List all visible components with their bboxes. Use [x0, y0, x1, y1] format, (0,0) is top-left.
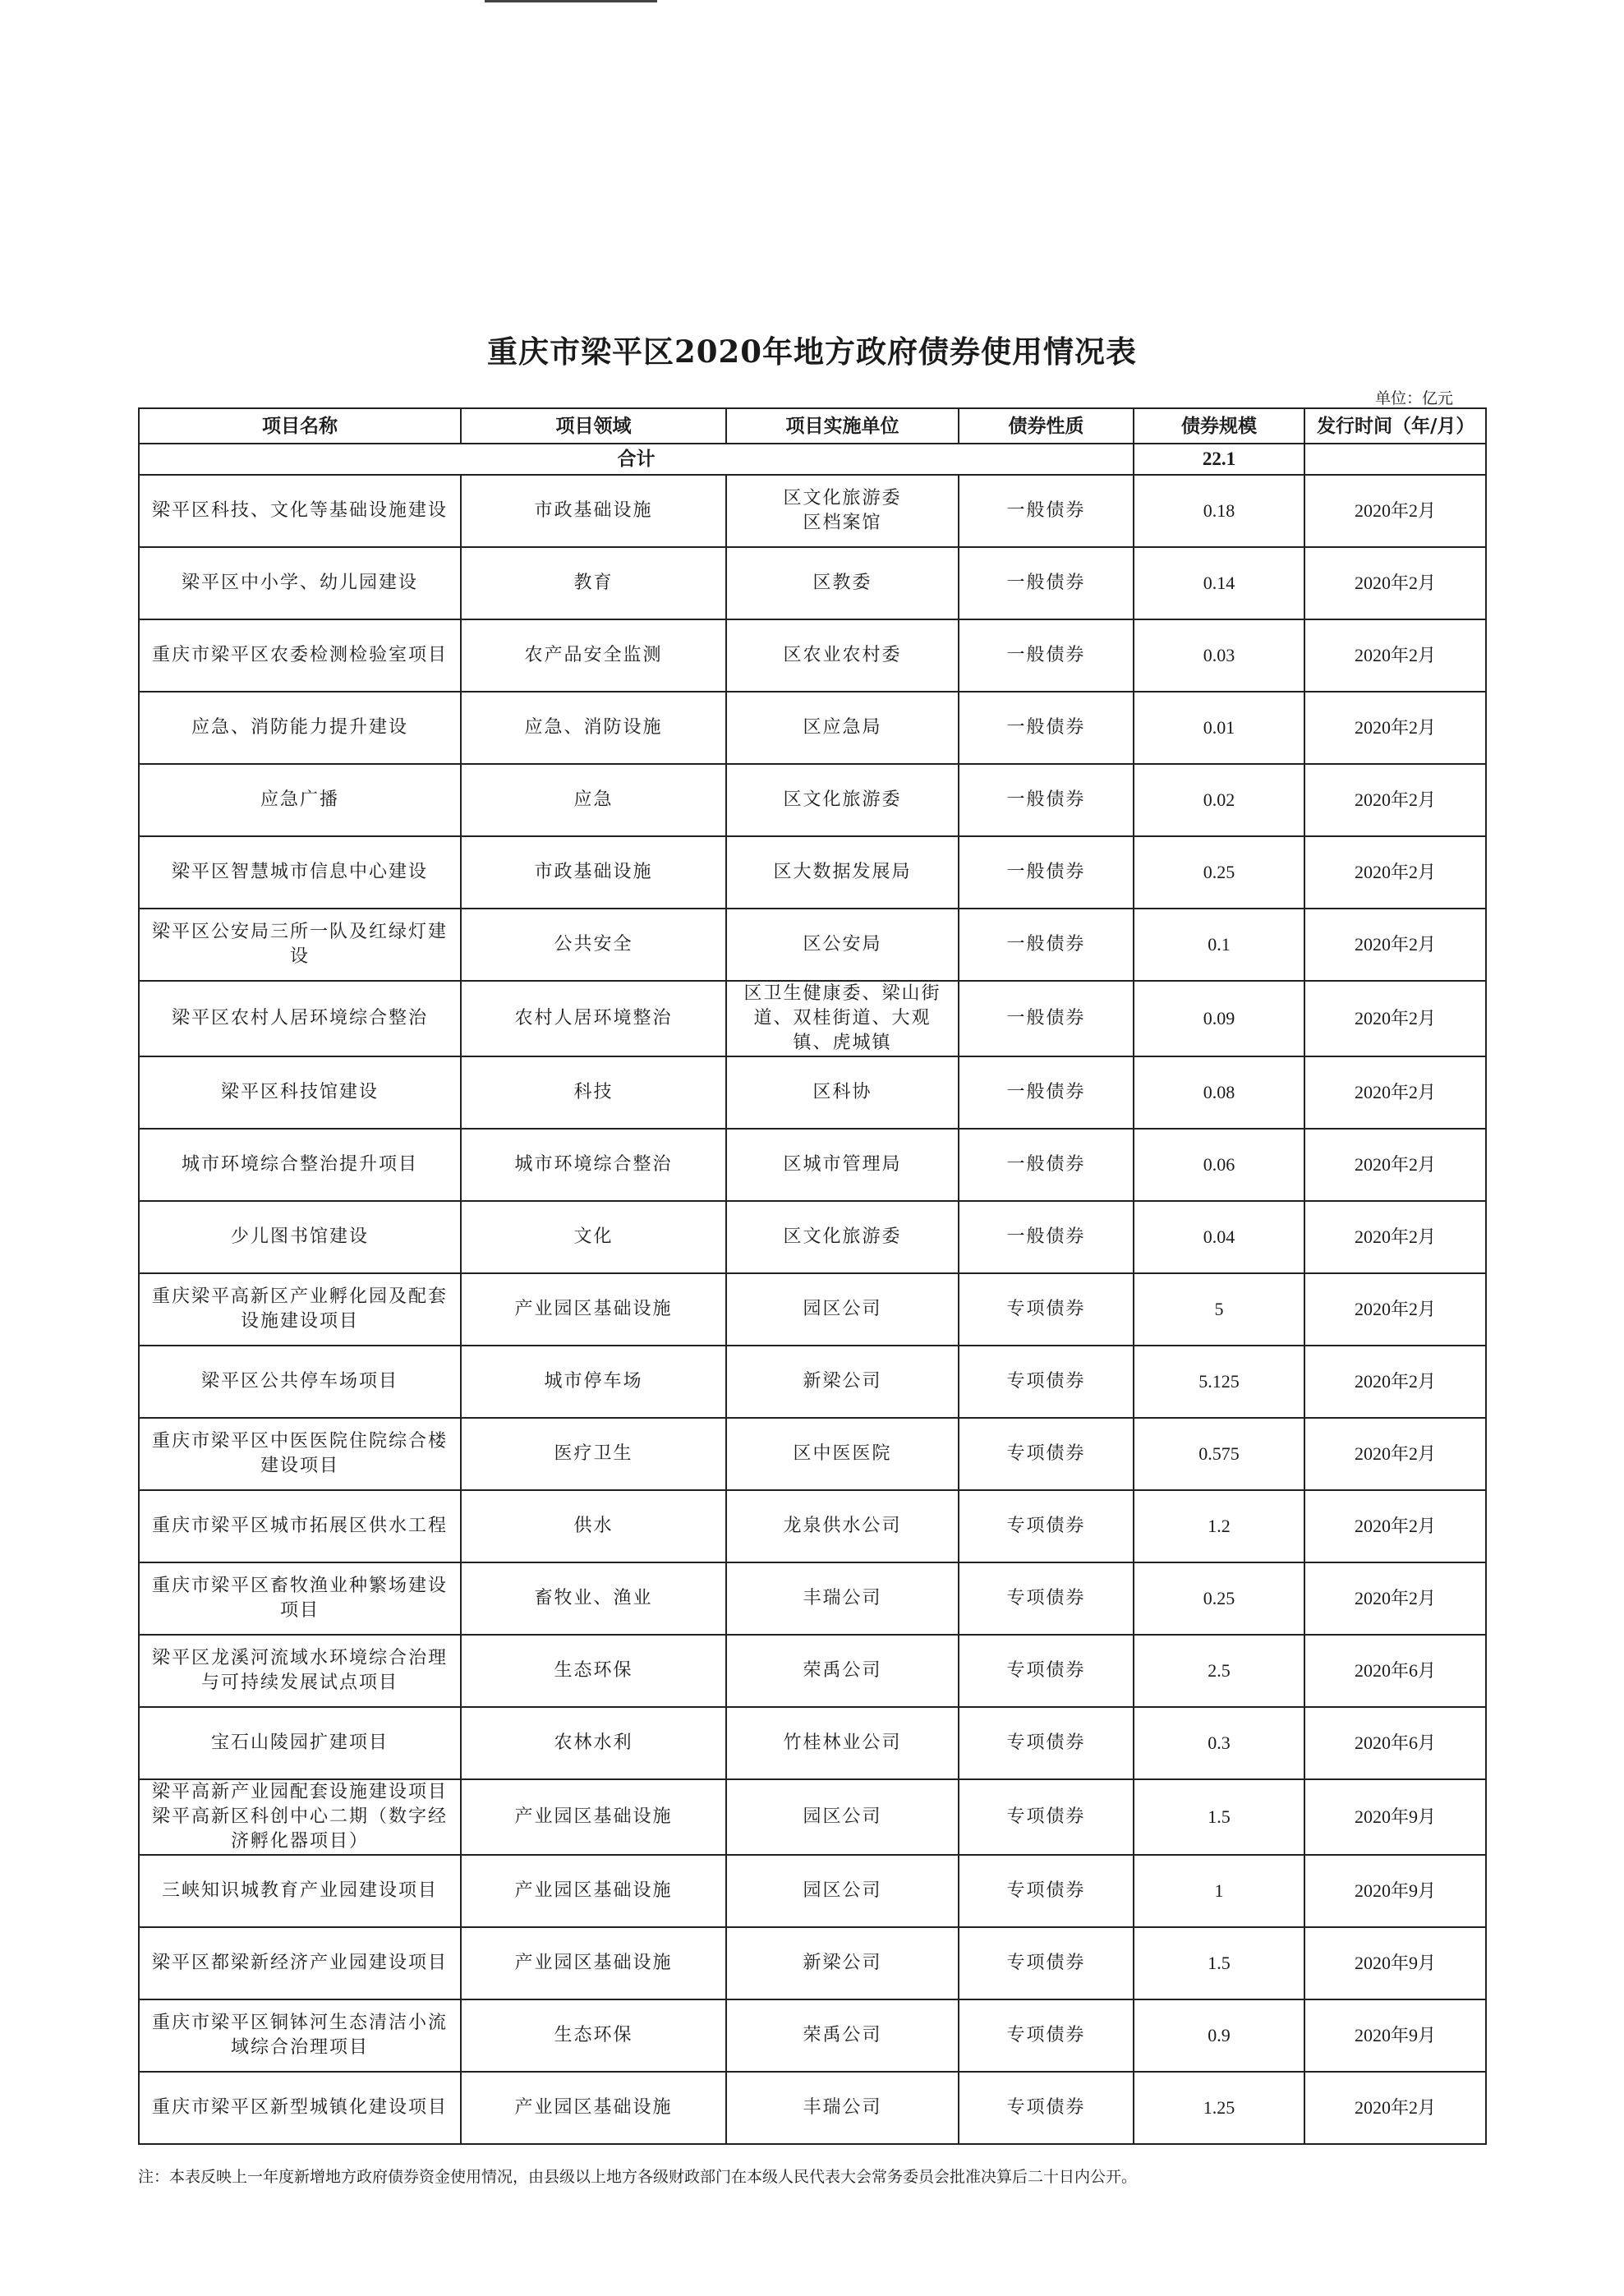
table-row — [139, 1201, 1486, 1273]
cell-project-name: 重庆梁平高新区产业孵化园及配套设施建设项目 — [139, 1273, 461, 1346]
cell-bond-scale: 0.03 — [1134, 619, 1304, 692]
cell-issue-time: 2020年9月 — [1304, 1855, 1486, 1927]
cell-bond-nature: 一般债券 — [959, 619, 1134, 692]
bond-usage-table — [138, 407, 1487, 2145]
cell-bond-nature: 一般债券 — [959, 1056, 1134, 1129]
cell-bond-nature: 专项债券 — [959, 1707, 1134, 1779]
cell-implementing-unit: 区文化旅游委 区档案馆 — [726, 475, 959, 547]
table-row — [139, 2072, 1486, 2144]
cell-bond-scale: 2.5 — [1134, 1635, 1304, 1707]
cell-implementing-unit: 区农业农村委 — [726, 619, 959, 692]
cell-implementing-unit: 荣禹公司 — [726, 1999, 959, 2072]
cell-project-field: 产业园区基础设施 — [461, 1855, 726, 1927]
cell-project-field: 生态环保 — [461, 1999, 726, 2072]
cell-implementing-unit: 竹桂林业公司 — [726, 1707, 959, 1779]
table-row — [139, 1635, 1486, 1707]
table-row — [139, 1273, 1486, 1346]
cell-implementing-unit: 新梁公司 — [726, 1927, 959, 1999]
cell-bond-nature: 专项债券 — [959, 1346, 1134, 1418]
cell-project-name: 应急广播 — [139, 764, 461, 836]
table-row — [139, 1855, 1486, 1927]
cell-issue-time: 2020年6月 — [1304, 1707, 1486, 1779]
cell-bond-nature: 一般债券 — [959, 909, 1134, 981]
cell-bond-scale: 5.125 — [1134, 1346, 1304, 1418]
cell-bond-nature: 一般债券 — [959, 547, 1134, 619]
cell-project-field: 医疗卫生 — [461, 1418, 726, 1490]
cell-implementing-unit: 园区公司 — [726, 1779, 959, 1855]
footnote: 注：本表反映上一年度新增地方政府债券资金使用情况，由县级以上地方各级财政部门在本级人民代表大会常务委员会批准决算后二十日内公开。 — [138, 2168, 1138, 2186]
cell-bond-nature: 专项债券 — [959, 1490, 1134, 1562]
cell-bond-nature: 专项债券 — [959, 2072, 1134, 2144]
table-row — [139, 547, 1486, 619]
cell-bond-nature: 一般债券 — [959, 836, 1134, 909]
cell-issue-time: 2020年2月 — [1304, 1129, 1486, 1201]
header-implementing-unit: 项目实施单位 — [726, 408, 959, 444]
cell-bond-scale: 0.25 — [1134, 1562, 1304, 1635]
table-row — [139, 475, 1486, 547]
cell-issue-time: 2020年2月 — [1304, 764, 1486, 836]
cell-implementing-unit: 荣禹公司 — [726, 1635, 959, 1707]
table-row — [139, 1779, 1486, 1855]
cell-project-name: 梁平区龙溪河流域水环境综合治理与可持续发展试点项目 — [139, 1635, 461, 1707]
table-row — [139, 1346, 1486, 1418]
cell-project-field: 农产品安全监测 — [461, 619, 726, 692]
cell-implementing-unit: 区科协 — [726, 1056, 959, 1129]
cell-project-name: 梁平高新产业园配套设施建设项目梁平高新区科创中心二期（数字经济孵化器项目） — [139, 1779, 461, 1855]
table-row — [139, 1927, 1486, 1999]
table-row — [139, 764, 1486, 836]
cell-issue-time: 2020年2月 — [1304, 1056, 1486, 1129]
cell-issue-time: 2020年2月 — [1304, 2072, 1486, 2144]
table-row — [139, 1999, 1486, 2072]
total-time-empty — [1304, 444, 1486, 475]
cell-bond-scale: 0.01 — [1134, 692, 1304, 764]
cell-issue-time: 2020年2月 — [1304, 1490, 1486, 1562]
cell-implementing-unit: 区文化旅游委 — [726, 764, 959, 836]
scan-edge-mark — [485, 0, 657, 2]
cell-issue-time: 2020年2月 — [1304, 1273, 1486, 1346]
cell-project-field: 应急 — [461, 764, 726, 836]
cell-project-name: 应急、消防能力提升建设 — [139, 692, 461, 764]
cell-project-field: 供水 — [461, 1490, 726, 1562]
table-row — [139, 619, 1486, 692]
table-row — [139, 1418, 1486, 1490]
cell-project-name: 重庆市梁平区铜钵河生态清洁小流域综合治理项目 — [139, 1999, 461, 2072]
cell-project-name: 梁平区科技、文化等基础设施建设 — [139, 475, 461, 547]
cell-issue-time: 2020年9月 — [1304, 1999, 1486, 2072]
cell-bond-scale: 0.06 — [1134, 1129, 1304, 1201]
cell-issue-time: 2020年2月 — [1304, 1346, 1486, 1418]
cell-issue-time: 2020年2月 — [1304, 909, 1486, 981]
cell-issue-time: 2020年2月 — [1304, 619, 1486, 692]
cell-bond-scale: 0.09 — [1134, 981, 1304, 1056]
cell-bond-scale: 1 — [1134, 1855, 1304, 1927]
cell-implementing-unit: 区教委 — [726, 547, 959, 619]
cell-project-field: 文化 — [461, 1201, 726, 1273]
table-row — [139, 981, 1486, 1056]
cell-bond-nature: 一般债券 — [959, 981, 1134, 1056]
cell-bond-scale: 0.18 — [1134, 475, 1304, 547]
cell-project-name: 宝石山陵园扩建项目 — [139, 1707, 461, 1779]
cell-bond-scale: 0.3 — [1134, 1707, 1304, 1779]
cell-implementing-unit: 区城市管理局 — [726, 1129, 959, 1201]
table-row — [139, 1562, 1486, 1635]
cell-implementing-unit: 区应急局 — [726, 692, 959, 764]
cell-implementing-unit: 区卫生健康委、梁山街道、双桂街道、大观镇、虎城镇 — [726, 981, 959, 1056]
cell-project-field: 畜牧业、渔业 — [461, 1562, 726, 1635]
cell-project-field: 产业园区基础设施 — [461, 2072, 726, 2144]
table-row — [139, 1707, 1486, 1779]
cell-project-field: 生态环保 — [461, 1635, 726, 1707]
table-row — [139, 909, 1486, 981]
cell-implementing-unit: 区大数据发展局 — [726, 836, 959, 909]
table-row — [139, 1129, 1486, 1201]
cell-bond-scale: 5 — [1134, 1273, 1304, 1346]
cell-implementing-unit: 丰瑞公司 — [726, 1562, 959, 1635]
cell-project-field: 科技 — [461, 1056, 726, 1129]
header-project-name: 项目名称 — [139, 408, 461, 444]
cell-project-name: 重庆市梁平区畜牧渔业种繁场建设项目 — [139, 1562, 461, 1635]
cell-bond-scale: 0.575 — [1134, 1418, 1304, 1490]
cell-project-field: 教育 — [461, 547, 726, 619]
table-row — [139, 1490, 1486, 1562]
cell-project-field: 应急、消防设施 — [461, 692, 726, 764]
cell-bond-nature: 一般债券 — [959, 475, 1134, 547]
total-scale: 22.1 — [1134, 444, 1304, 475]
cell-project-name: 重庆市梁平区城市拓展区供水工程 — [139, 1490, 461, 1562]
table-header-row — [139, 408, 1486, 444]
cell-bond-nature: 专项债券 — [959, 1418, 1134, 1490]
cell-project-field: 城市停车场 — [461, 1346, 726, 1418]
cell-project-field: 产业园区基础设施 — [461, 1273, 726, 1346]
header-issue-time: 发行时间（年/月） — [1304, 408, 1486, 444]
cell-implementing-unit: 园区公司 — [726, 1273, 959, 1346]
cell-project-name: 重庆市梁平区中医医院住院综合楼建设项目 — [139, 1418, 461, 1490]
cell-bond-scale: 1.2 — [1134, 1490, 1304, 1562]
cell-project-field: 城市环境综合整治 — [461, 1129, 726, 1201]
cell-project-field: 公共安全 — [461, 909, 726, 981]
cell-bond-scale: 1.5 — [1134, 1927, 1304, 1999]
table-row — [139, 1056, 1486, 1129]
cell-project-field: 产业园区基础设施 — [461, 1779, 726, 1855]
table-body — [139, 475, 1486, 2144]
cell-project-field: 产业园区基础设施 — [461, 1927, 726, 1999]
header-project-field: 项目领域 — [461, 408, 726, 444]
cell-bond-scale: 1.5 — [1134, 1779, 1304, 1855]
cell-issue-time: 2020年2月 — [1304, 1201, 1486, 1273]
cell-issue-time: 2020年2月 — [1304, 1418, 1486, 1490]
cell-project-name: 梁平区中小学、幼儿园建设 — [139, 547, 461, 619]
cell-implementing-unit: 区中医医院 — [726, 1418, 959, 1490]
cell-bond-nature: 专项债券 — [959, 1635, 1134, 1707]
cell-project-name: 少儿图书馆建设 — [139, 1201, 461, 1273]
cell-project-field: 市政基础设施 — [461, 475, 726, 547]
cell-bond-scale: 0.14 — [1134, 547, 1304, 619]
cell-bond-nature: 一般债券 — [959, 692, 1134, 764]
cell-project-name: 重庆市梁平区农委检测检验室项目 — [139, 619, 461, 692]
cell-project-field: 农林水利 — [461, 1707, 726, 1779]
cell-bond-nature: 专项债券 — [959, 1855, 1134, 1927]
cell-project-name: 梁平区都梁新经济产业园建设项目 — [139, 1927, 461, 1999]
cell-issue-time: 2020年2月 — [1304, 981, 1486, 1056]
cell-project-name: 梁平区科技馆建设 — [139, 1056, 461, 1129]
cell-bond-nature: 一般债券 — [959, 1129, 1134, 1201]
cell-bond-nature: 专项债券 — [959, 1562, 1134, 1635]
cell-issue-time: 2020年2月 — [1304, 1562, 1486, 1635]
cell-project-name: 梁平区公安局三所一队及红绿灯建设 — [139, 909, 461, 981]
cell-bond-scale: 1.25 — [1134, 2072, 1304, 2144]
cell-issue-time: 2020年2月 — [1304, 836, 1486, 909]
cell-project-name: 重庆市梁平区新型城镇化建设项目 — [139, 2072, 461, 2144]
cell-issue-time: 2020年6月 — [1304, 1635, 1486, 1707]
cell-project-name: 梁平区智慧城市信息中心建设 — [139, 836, 461, 909]
cell-bond-scale: 0.08 — [1134, 1056, 1304, 1129]
cell-issue-time: 2020年9月 — [1304, 1927, 1486, 1999]
cell-implementing-unit: 龙泉供水公司 — [726, 1490, 959, 1562]
table-row — [139, 836, 1486, 909]
cell-implementing-unit: 新梁公司 — [726, 1346, 959, 1418]
cell-project-field: 农村人居环境整治 — [461, 981, 726, 1056]
cell-bond-scale: 0.1 — [1134, 909, 1304, 981]
cell-bond-nature: 专项债券 — [959, 1779, 1134, 1855]
cell-project-name: 梁平区农村人居环境综合整治 — [139, 981, 461, 1056]
cell-issue-time: 2020年2月 — [1304, 692, 1486, 764]
cell-bond-nature: 一般债券 — [959, 1201, 1134, 1273]
unit-label: 单位：亿元 — [1374, 389, 1453, 407]
cell-implementing-unit: 园区公司 — [726, 1855, 959, 1927]
total-label: 合计 — [139, 444, 1134, 475]
cell-implementing-unit: 丰瑞公司 — [726, 2072, 959, 2144]
cell-bond-nature: 一般债券 — [959, 764, 1134, 836]
cell-bond-nature: 专项债券 — [959, 1273, 1134, 1346]
cell-bond-nature: 专项债券 — [959, 1927, 1134, 1999]
cell-issue-time: 2020年2月 — [1304, 475, 1486, 547]
cell-project-name: 梁平区公共停车场项目 — [139, 1346, 461, 1418]
cell-implementing-unit: 区文化旅游委 — [726, 1201, 959, 1273]
table-row — [139, 692, 1486, 764]
cell-issue-time: 2020年2月 — [1304, 547, 1486, 619]
cell-bond-scale: 0.9 — [1134, 1999, 1304, 2072]
cell-project-field: 市政基础设施 — [461, 836, 726, 909]
cell-project-name: 城市环境综合整治提升项目 — [139, 1129, 461, 1201]
cell-project-name: 三峡知识城教育产业园建设项目 — [139, 1855, 461, 1927]
total-row — [139, 444, 1486, 475]
cell-bond-scale: 0.25 — [1134, 836, 1304, 909]
cell-bond-nature: 专项债券 — [959, 1999, 1134, 2072]
cell-implementing-unit: 区公安局 — [726, 909, 959, 981]
header-bond-scale: 债券规模 — [1134, 408, 1304, 444]
header-bond-nature: 债券性质 — [959, 408, 1134, 444]
cell-bond-scale: 0.04 — [1134, 1201, 1304, 1273]
cell-issue-time: 2020年9月 — [1304, 1779, 1486, 1855]
page-title: 重庆市梁平区2020年地方政府债券使用情况表 — [487, 334, 1137, 370]
cell-bond-scale: 0.02 — [1134, 764, 1304, 836]
